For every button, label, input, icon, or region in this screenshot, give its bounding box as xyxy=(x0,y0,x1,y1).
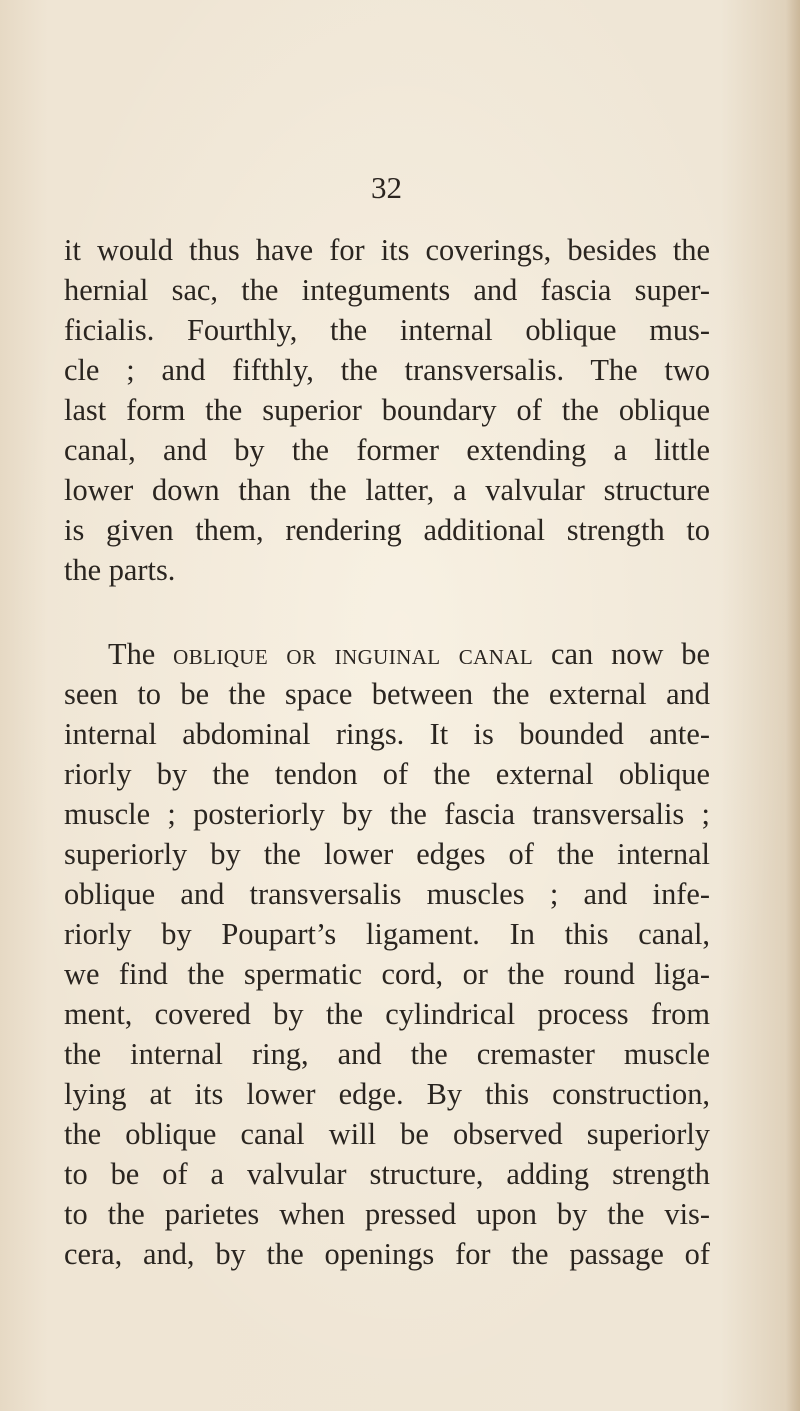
lead-word: The xyxy=(108,637,156,671)
paragraph-2 xyxy=(64,634,710,1274)
text-line: is given them, rendering additional strength to xyxy=(64,513,710,547)
text-line: riorly by Poupart’s ligament. In this canal, xyxy=(64,917,710,951)
text-line: it would thus have for its coverings, besides the xyxy=(64,233,710,267)
text-line: cle ; and fifthly, the transversalis. The two xyxy=(64,353,710,387)
text-line: muscle ; posteriorly by the fascia transversalis ; xyxy=(64,797,710,831)
text-line: lying at its lower edge. By this construction, xyxy=(64,1077,710,1111)
body-text xyxy=(64,230,710,1274)
text-line: ficialis. Fourthly, the internal oblique mus- xyxy=(64,313,710,347)
paragraph-gap xyxy=(64,590,710,634)
page-edge-shadow xyxy=(786,0,800,1411)
text-line: the oblique canal will be observed superiorly xyxy=(64,1117,710,1151)
text-line: riorly by the tendon of the external oblique xyxy=(64,757,710,791)
small-caps-term: oblique or inguinal canal xyxy=(173,637,534,671)
text-line: lower down than the latter, a valvular structure xyxy=(64,473,710,507)
text-line: cera, and, by the openings for the passage of xyxy=(64,1237,710,1271)
paragraph-1 xyxy=(64,230,710,590)
text-line: the internal ring, and the cremaster muscle xyxy=(64,1037,710,1071)
page-number: 32 xyxy=(371,170,402,205)
text-line: canal, and by the former extending a little xyxy=(64,433,710,467)
text-line: ment, covered by the cylindrical process from xyxy=(64,997,710,1031)
text-line: to be of a valvular structure, adding strength xyxy=(64,1157,710,1191)
text-line: the parts. xyxy=(64,553,176,587)
text-line: we find the spermatic cord, or the round liga- xyxy=(64,957,710,991)
text-line: oblique and transversalis muscles ; and infe- xyxy=(64,877,710,911)
lead-tail: can now be xyxy=(551,637,710,671)
text-line: to the parietes when pressed upon by the vis- xyxy=(64,1197,710,1231)
text-line: seen to be the space between the external and xyxy=(64,677,710,711)
text-line: last form the superior boundary of the oblique xyxy=(64,393,710,427)
text-line: internal abdominal rings. It is bounded ante- xyxy=(64,717,710,751)
text-line: hernial sac, the integuments and fascia super- xyxy=(64,273,710,307)
text-line-first xyxy=(64,634,710,674)
text-line: superiorly by the lower edges of the internal xyxy=(64,837,710,871)
